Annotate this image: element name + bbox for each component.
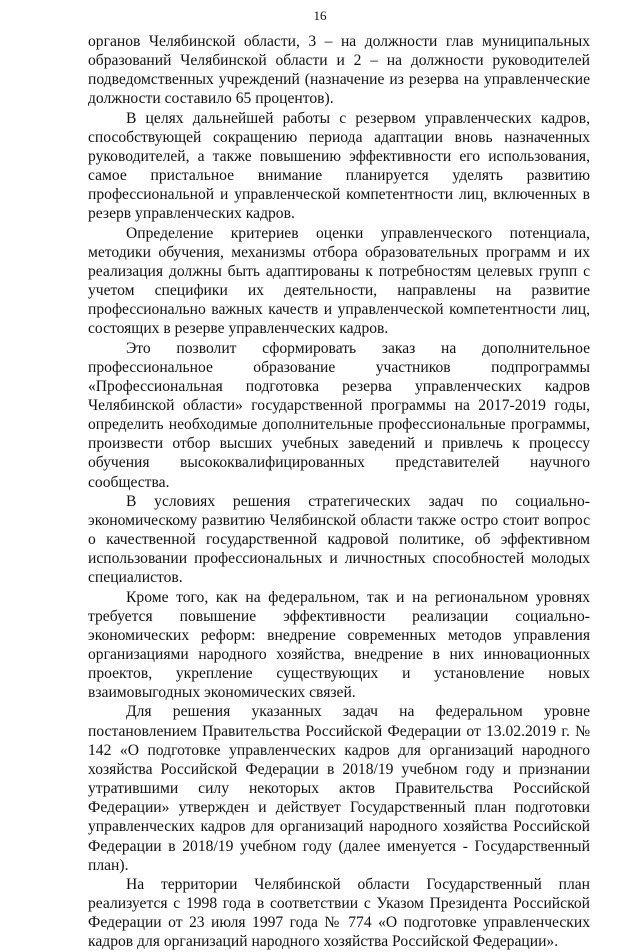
paragraph-reserve-development: В целях дальнейшей работы с резервом управленческих кадров, способствующей сокращению периода адаптации вновь назначенных руководителей, а также повышению эффективности его использования, самое пристальное внимание планируется уделять развитию профессиональной и управленческой компетентности лиц, включенных в резерв управленческих кадров. xyxy=(88,109,590,223)
paragraph-reform-efficiency: Кроме того, как на федеральном, так и на региональном уровнях требуется повышение эффективности реализации социально-экономических реформ: внедрение современных методов управления организациями народного хозяйства, внедрение в них инновационных проектов, укрепление существующих и установление новых взаимовыгодных экономических связей. xyxy=(88,588,590,702)
paragraph-federal-plan: Для решения указанных задач на федеральном уровне постановлением Правительства Российской Федерации от 13.02.2019 г. № 142 «О подготовке управленческих кадров для организаций народного хозяйства Российской Федерации в 2018/19 учебном году и признании утратившими силу некоторых актов Правительства Российской Федерации» утвержден и действует Государственный план подготовки управленческих кадров для организаций народного хозяйства Российской Федерации в 2018/19 учебном году (далее именуется - Государственный план). xyxy=(88,703,590,874)
paragraph-assessment-criteria: Определение критериев оценки управленческого потенциала, методики обучения, механизмы отбора образовательных программ и их реализация должны быть адаптированы к потребностям целевых групп с учетом специфики их деятельности, направлены на развитие профессионально важных качеств и управленческой компетентности лиц, состоящих в резерве управленческих кадров. xyxy=(88,224,590,338)
paragraph-education-order: Это позволит сформировать заказ на дополнительное профессиональное образование участников подпрограммы «Профессиональная подготовка резерва управленческих кадров Челябинской области» государственной программы на 2017-2019 годы, определить необходимые дополнительные профессиональные программы, произвести отбор высших учебных заведений и привлечь к процессу обучения высококвалифицированных представителей научного сообщества. xyxy=(88,339,590,491)
paragraph-reserve-appointments: органов Челябинской области, 3 – на должности глав муниципальных образований Челябинской области и 2 – на должности руководителей подведомственных учреждений (назначение из резерва на управленческие должности составило 65 процентов). xyxy=(88,33,590,108)
document-body xyxy=(88,32,590,952)
page-number: 16 xyxy=(313,8,327,23)
paragraph-personnel-policy: В условиях решения стратегических задач по социально-экономическому развитию Челябинской области также остро стоит вопрос о качественной государственной кадровой политике, об эффективном использовании профессиональных и личностных способностей молодых специалистов. xyxy=(88,492,590,587)
paragraph-regional-implementation: На территории Челябинской области Государственный план реализуется с 1998 года в соответствии с Указом Президента Российской Федерации от 23 июля 1997 года № 774 «О подготовке управленческих кадров для организаций народного хозяйства Российской Федерации». xyxy=(88,875,590,951)
